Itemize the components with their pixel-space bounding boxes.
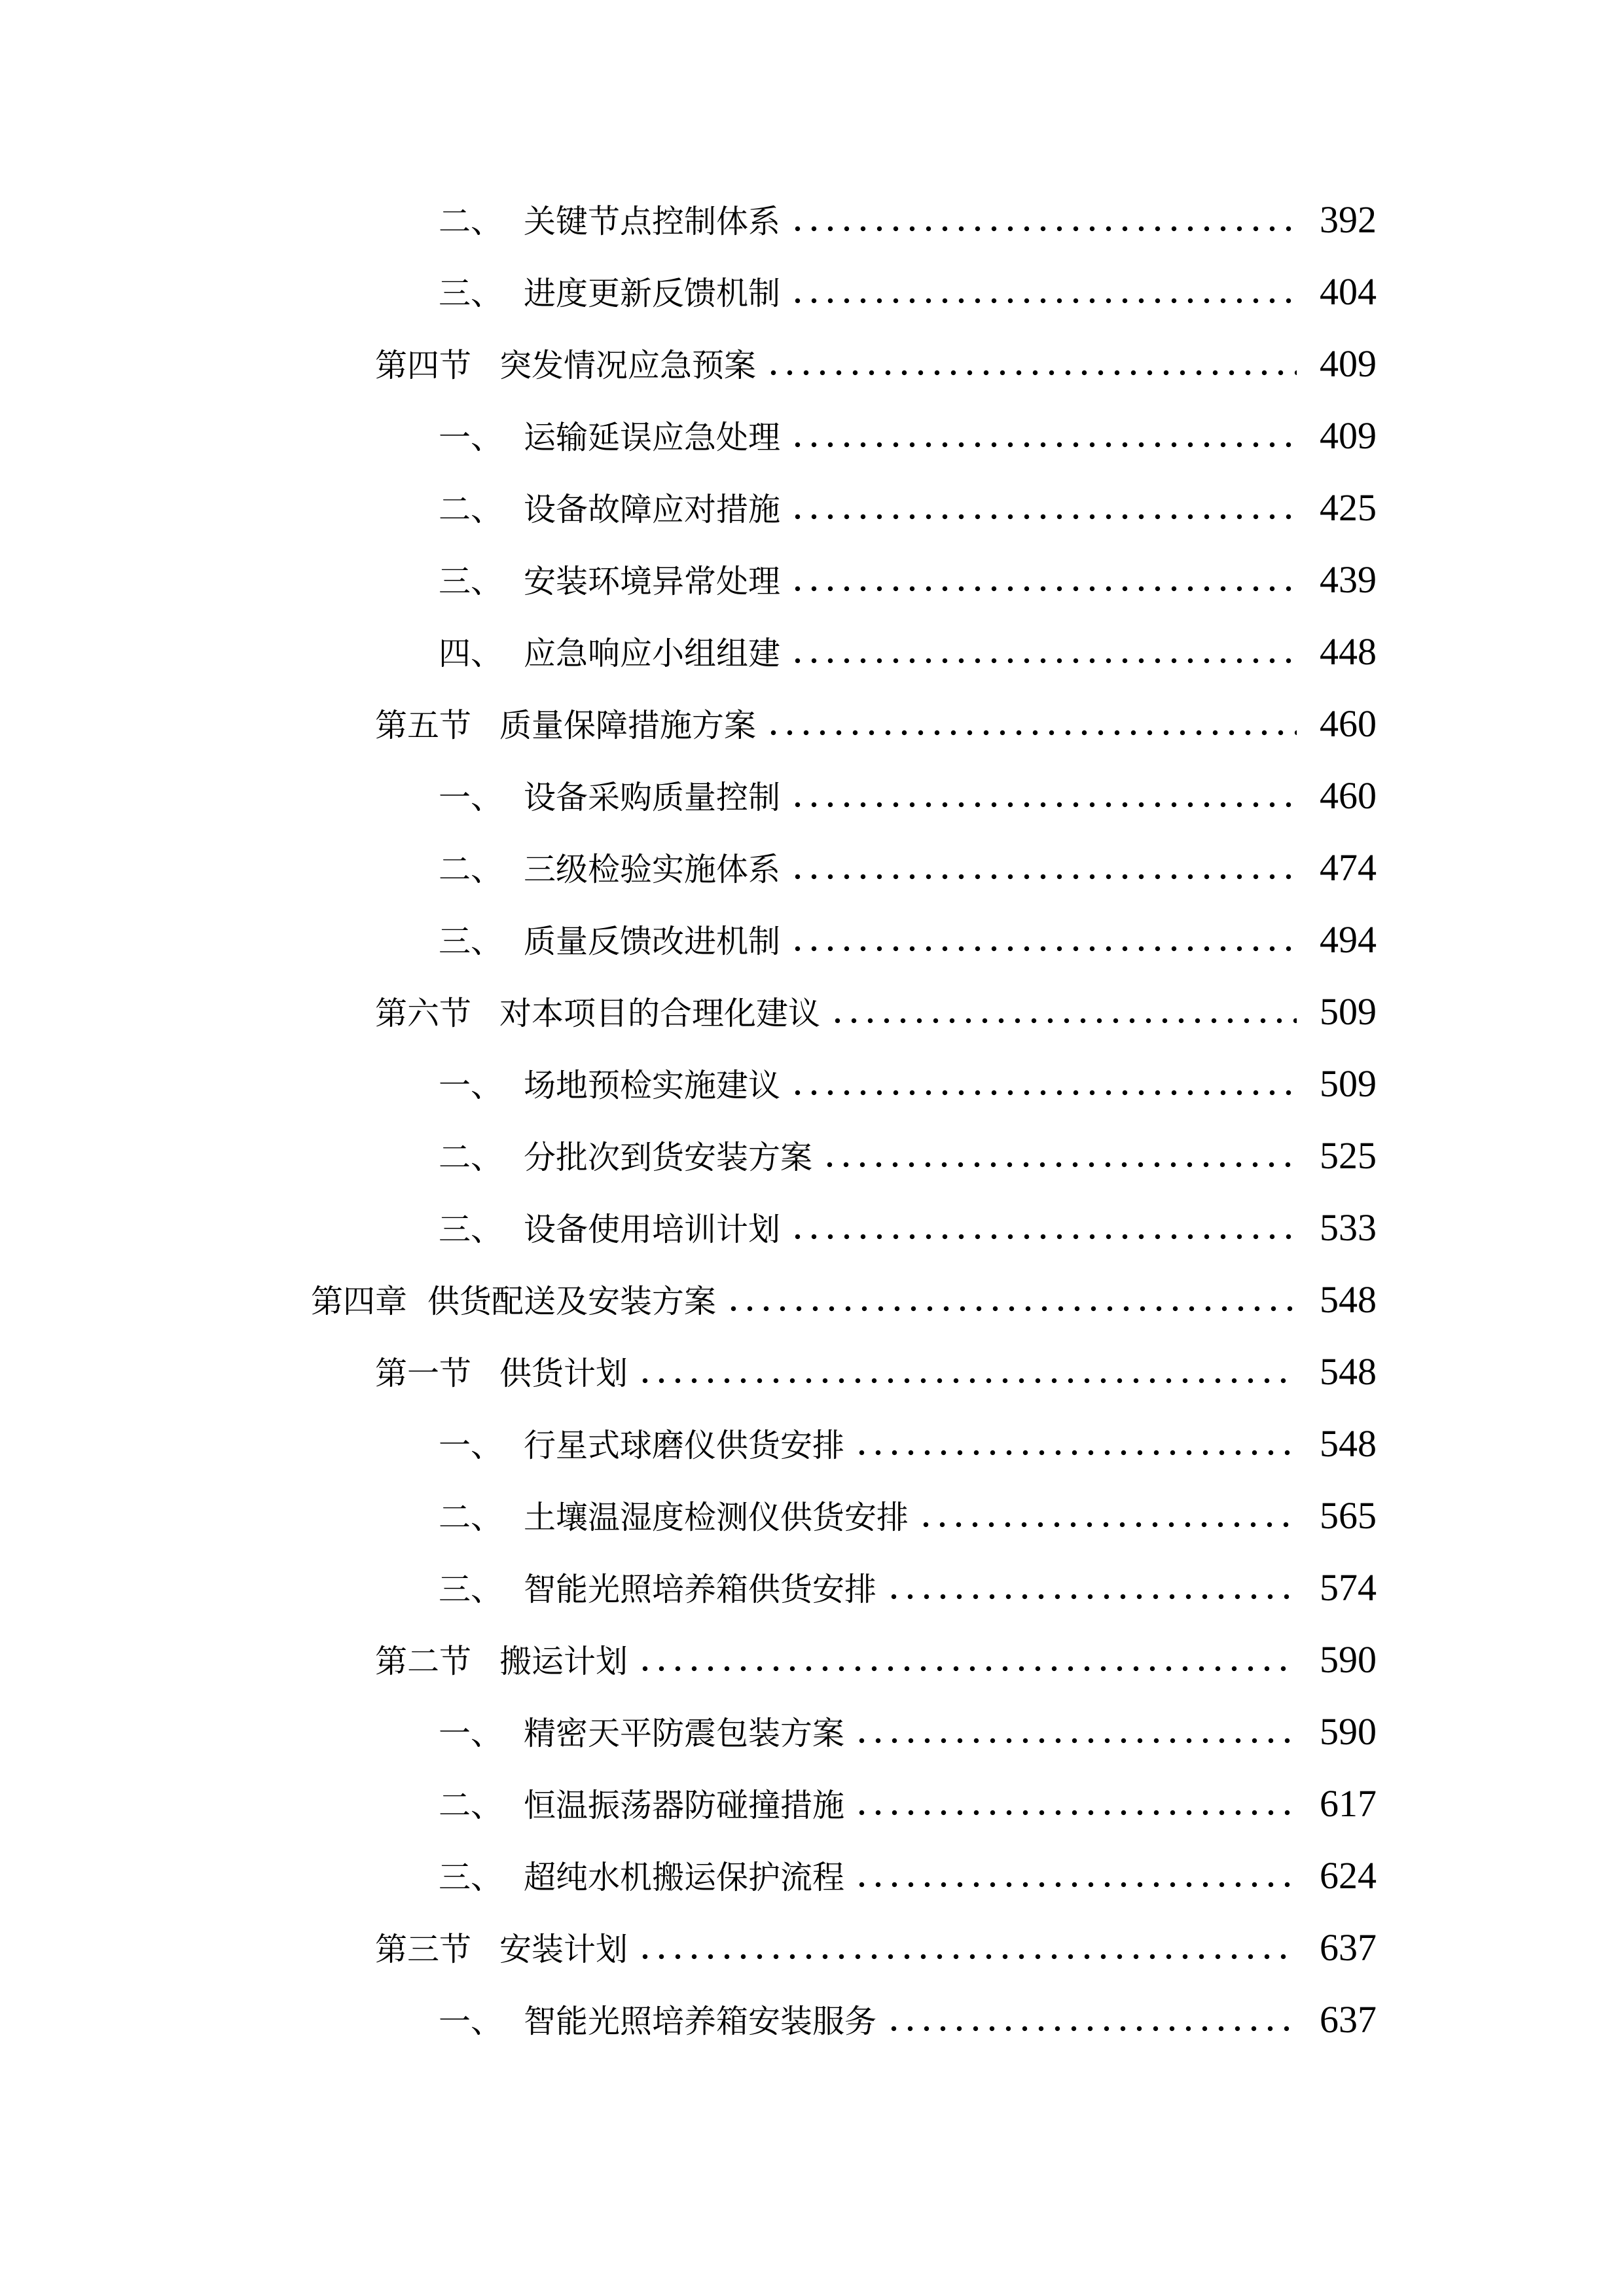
entry-title: 供货计划 [499,1355,628,1391]
dot-leader [789,945,1297,952]
entry-number: 三、 [439,1211,503,1247]
entry-title: 进度更新反馈机制 [524,276,781,312]
toc-entry [0,184,1624,256]
entry-title: 恒温振荡器防碰撞措施 [524,1787,845,1823]
toc-entry [0,904,1624,976]
entry-number: 第五节 [375,708,472,744]
dot-leader [789,873,1297,880]
entry-title: 搬运计划 [499,1643,628,1679]
entry-page: 617 [1320,1782,1377,1825]
entry-title: 智能光照培养箱安装服务 [524,2003,877,2039]
dot-leader [789,513,1297,520]
entry-title: 分批次到货安装方案 [524,1139,813,1175]
entry-page: 637 [1320,1926,1377,1969]
entry-page: 548 [1320,1350,1377,1393]
toc-entry [0,1552,1624,1624]
dot-leader [637,1665,1297,1672]
entry-number: 一、 [439,1067,503,1103]
dot-leader [789,225,1297,232]
entry-number: 二、 [439,492,503,528]
entry-page: 637 [1320,1998,1377,2041]
entry-number: 二、 [439,204,503,240]
entry-number: 三、 [439,1571,503,1607]
toc-entry [0,1840,1624,1912]
entry-number: 第六节 [375,996,472,1031]
dot-leader [637,1377,1297,1384]
entry-page: 474 [1320,846,1377,889]
entry-title: 超纯水机搬运保护流程 [524,1859,845,1895]
entry-title: 对本项目的合理化建议 [499,996,821,1031]
entry-number: 三、 [439,564,503,600]
entry-number: 一、 [439,780,503,816]
dot-leader [829,1017,1297,1024]
dot-leader [765,729,1297,736]
entry-number: 第四节 [375,348,472,384]
toc-entry [0,1408,1624,1480]
dot-leader [854,1809,1297,1816]
toc-entry [0,760,1624,832]
entry-page: 425 [1320,486,1377,529]
toc-entry [0,832,1624,904]
dot-leader [765,369,1297,376]
entry-title: 关键节点控制体系 [524,204,781,240]
toc-entry [0,1192,1624,1264]
dot-leader [886,1593,1297,1600]
toc-entry [0,1480,1624,1552]
entry-page: 460 [1320,774,1377,817]
dot-leader [854,1449,1297,1456]
entry-title: 智能光照培养箱供货安排 [524,1571,877,1607]
toc-entry [0,976,1624,1048]
entry-title: 三级检验实施体系 [524,852,781,888]
entry-number: 三、 [439,924,503,960]
entry-title: 质量反馈改进机制 [524,924,781,960]
entry-title: 场地预检实施建议 [524,1067,781,1103]
entry-title: 突发情况应急预案 [499,348,757,384]
entry-number: 二、 [439,1139,503,1175]
toc-entry [0,1984,1624,2056]
toc-entry [0,1264,1624,1336]
toc-entry [0,688,1624,760]
dot-leader [789,657,1297,664]
toc-entry [0,1120,1624,1192]
dot-leader [789,1233,1297,1240]
entry-page: 448 [1320,630,1377,673]
entry-page: 548 [1320,1278,1377,1321]
entry-page: 574 [1320,1566,1377,1609]
dot-leader [789,1089,1297,1096]
toc-entry [0,400,1624,472]
entry-number: 第二节 [375,1643,472,1679]
entry-page: 590 [1320,1710,1377,1753]
entry-page: 460 [1320,702,1377,745]
entry-title: 质量保障措施方案 [499,708,757,744]
entry-title: 应急响应小组组建 [524,636,781,672]
entry-page: 392 [1320,198,1377,241]
entry-page: 404 [1320,270,1377,313]
entry-number: 第四章 [311,1283,408,1319]
entry-number: 第一节 [375,1355,472,1391]
entry-page: 409 [1320,414,1377,457]
entry-number: 二、 [439,1787,503,1823]
entry-page: 548 [1320,1422,1377,1465]
entry-number: 四、 [439,636,503,672]
toc-entry [0,256,1624,328]
toc-entry [0,1048,1624,1120]
entry-page: 509 [1320,1062,1377,1105]
entry-page: 565 [1320,1494,1377,1537]
entry-number: 二、 [439,852,503,888]
toc-entry [0,1624,1624,1696]
entry-page: 409 [1320,342,1377,385]
toc-entry [0,328,1624,400]
dot-leader [725,1305,1297,1312]
dot-leader [637,1953,1297,1960]
entry-number: 三、 [439,1859,503,1895]
entry-title: 供货配送及安装方案 [427,1283,717,1319]
entry-title: 设备使用培训计划 [524,1211,781,1247]
entry-number: 一、 [439,2003,503,2039]
toc-entry [0,1336,1624,1408]
entry-page: 533 [1320,1206,1377,1249]
entry-page: 590 [1320,1638,1377,1681]
toc-entry [0,1912,1624,1984]
dot-leader [789,297,1297,304]
dot-leader [918,1521,1297,1528]
toc-entry [0,544,1624,616]
entry-page: 439 [1320,558,1377,601]
dot-leader [886,2025,1297,2032]
entry-title: 设备故障应对措施 [524,492,781,528]
toc-entry [0,616,1624,688]
entry-page: 624 [1320,1854,1377,1897]
entry-number: 一、 [439,1427,503,1463]
entry-title: 运输延误应急处理 [524,420,781,456]
dot-leader [821,1161,1297,1168]
entry-title: 设备采购质量控制 [524,780,781,816]
dot-leader [789,801,1297,808]
entry-number: 一、 [439,1715,503,1751]
entry-number: 三、 [439,276,503,312]
entry-number: 二、 [439,1499,503,1535]
toc-entry [0,1696,1624,1768]
entry-title: 安装计划 [499,1931,628,1967]
entry-page: 494 [1320,918,1377,961]
dot-leader [789,441,1297,448]
entry-title: 土壤温湿度检测仪供货安排 [524,1499,909,1535]
entry-number: 一、 [439,420,503,456]
entry-title: 行星式球磨仪供货安排 [524,1427,845,1463]
entry-title: 精密天平防震包装方案 [524,1715,845,1751]
toc-entry [0,472,1624,544]
dot-leader [854,1737,1297,1744]
dot-leader [854,1881,1297,1888]
entry-page: 509 [1320,990,1377,1033]
toc-entry [0,1768,1624,1840]
entry-number: 第三节 [375,1931,472,1967]
entry-title: 安装环境异常处理 [524,564,781,600]
dot-leader [789,585,1297,592]
entry-page: 525 [1320,1134,1377,1177]
